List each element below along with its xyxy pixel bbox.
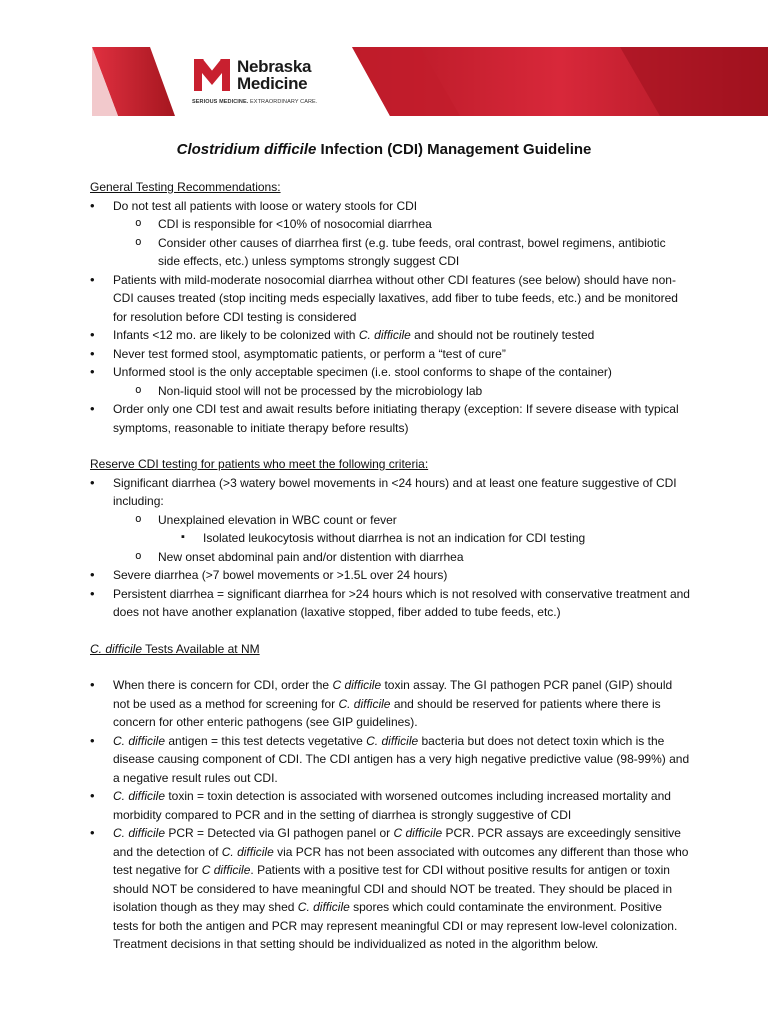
bullet-item-level-1 xyxy=(90,732,690,788)
item-text: Unexplained elevation in WBC count or fever xyxy=(158,512,397,527)
section-heading-text: Tests Available at NM xyxy=(142,641,260,656)
italic-term: C. difficile xyxy=(358,328,411,342)
section-heading xyxy=(90,455,690,474)
bullet-item-level-2 xyxy=(90,548,690,567)
tagline-bold: SERIOUS MEDICINE. xyxy=(192,99,249,105)
bullet-item-level-1 xyxy=(90,824,690,954)
bullet-item-level-1 xyxy=(90,787,690,824)
section-gap xyxy=(90,658,690,676)
bullet-item-level-1 xyxy=(90,566,690,585)
item-text: PCR = Detected via GI pathogen panel or xyxy=(165,826,394,840)
nebraska-medicine-logo xyxy=(192,55,342,110)
n-mark-icon xyxy=(192,55,232,93)
item-text: antigen = this test detects vegetative xyxy=(165,733,367,748)
italic-term: C. difficile xyxy=(297,900,350,914)
bullet-item-level-1 xyxy=(90,676,690,732)
item-text: Order only one CDI test and await results before initiating therapy (exception: If severe disease with typical symptoms, reasonable to initiate therapy before results) xyxy=(113,402,679,435)
item-text: toxin assay. The GI pathogen PCR panel (GIP) should not be used as a method for screening for xyxy=(113,678,673,711)
bullet-item-level-2 xyxy=(90,382,690,401)
section-heading xyxy=(90,640,690,659)
section-gap xyxy=(90,622,690,640)
section-heading xyxy=(90,178,690,197)
italic-term: C. difficile xyxy=(338,696,391,711)
banner-graphic xyxy=(0,0,768,122)
brand-tagline xyxy=(192,99,317,105)
brand-line-1: Nebraska xyxy=(237,57,312,76)
bullet-item-level-1 xyxy=(90,197,690,216)
bullet-item-level-2 xyxy=(90,234,690,271)
item-text: Significant diarrhea (>3 watery bowel movements in <24 hours) and at least one feature suggestive of CDI including: xyxy=(113,475,677,508)
item-text: Non-liquid stool will not be processed by the microbiology lab xyxy=(158,383,483,398)
item-text: Severe diarrhea (>7 bowel movements or >1.5L over 24 hours) xyxy=(113,568,448,582)
brand-wordmark xyxy=(237,58,311,92)
title-italic: Clostridium difficile xyxy=(176,141,317,158)
item-text: via PCR has not been associated with outcomes any different than those who test negative for xyxy=(113,844,689,877)
item-text: Do not test all patients with loose or watery stools for CDI xyxy=(113,198,418,213)
item-text: Unformed stool is the only acceptable specimen (i.e. stool conforms to shape of the container) xyxy=(113,365,612,379)
item-text: spores which could contaminate the environment. Positive tests for both the antigen and PCR may represent meaningful CDI or may represent low-level colonization. Treatment decisions in that setting should be individualized as noted in the algorithm below. xyxy=(113,900,678,951)
bullet-item-level-1 xyxy=(90,400,690,437)
item-text: Persistent diarrhea = significant diarrhea for >24 hours which is not resolved with conservative treatment and does not have another explanation (laxative stopped, fiber added to tube feeds, etc.) xyxy=(113,586,690,619)
item-text: Consider other causes of diarrhea first (e.g. tube feeds, oral contrast, bowel regimens, antibiotic side effects, etc.) unless symptoms strongly suggest CDI xyxy=(158,235,666,268)
title-rest: Infection (CDI) Management Guideline xyxy=(316,141,592,158)
item-text: Patients with mild-moderate nosocomial diarrhea without other CDI features (see below) should have non-CDI causes treated (stop inciting meds especially laxatives, add fiber to tube feeds, etc.) and be monitored for resolution before CDI testing is considered xyxy=(113,272,678,324)
bullet-item-level-1 xyxy=(90,271,690,327)
italic-term: C. difficile xyxy=(221,844,274,859)
bullet-item-level-1 xyxy=(90,345,690,364)
brand-line-2: Medicine xyxy=(237,74,308,93)
italic-term: C difficile xyxy=(332,678,382,692)
item-text: Never test formed stool, asymptomatic patients, or perform a “test of cure” xyxy=(113,346,506,361)
item-text: . Patients with a positive test for CDI without positive results for antigen or toxin should NOT be considered to have meaningful CDI and should NOT be treated. They should be placed in isolation though as they may shed xyxy=(113,863,673,914)
section-heading-italic: C. difficile xyxy=(90,641,143,656)
tagline-rest: EXTRAORDINARY CARE. xyxy=(248,99,318,105)
bullet-item-level-2 xyxy=(90,215,690,234)
page-title xyxy=(0,141,768,158)
bullet-item-level-3 xyxy=(90,529,690,548)
italic-term: C. difficile xyxy=(366,733,419,748)
section-heading-text: Reserve CDI testing for patients who meet the following criteria: xyxy=(90,457,429,471)
item-text: When there is concern for CDI, order the xyxy=(113,678,333,692)
item-text: New onset abdominal pain and/or distention with diarrhea xyxy=(158,549,464,564)
italic-term: C difficile xyxy=(201,863,251,877)
italic-term: C difficile xyxy=(393,826,443,840)
bullet-item-level-1 xyxy=(90,585,690,622)
item-text: and should not be routinely tested xyxy=(410,328,595,342)
header-banner xyxy=(0,0,768,122)
section-gap xyxy=(90,437,690,455)
item-text: toxin = toxin detection is associated with worsened outcomes including increased mortality and morbidity compared to PCR and in the setting of diarrhea is strongly suggestive of CDI xyxy=(113,789,671,822)
guideline-body xyxy=(90,178,690,954)
item-text: and should be reserved for patients where there is concern for other enteric pathogens (see GIP guidelines). xyxy=(113,696,661,729)
item-text: CDI is responsible for <10% of nosocomial diarrhea xyxy=(158,217,432,231)
italic-term: C. difficile xyxy=(113,733,166,748)
item-text: Infants <12 mo. are likely to be colonized with xyxy=(113,328,359,342)
item-text: Isolated leukocytosis without diarrhea is not an indication for CDI testing xyxy=(203,531,586,545)
bullet-item-level-2 xyxy=(90,511,690,530)
item-text: PCR. PCR assays are exceedingly sensitive and the detection of xyxy=(113,826,681,859)
italic-term: C. difficile xyxy=(113,826,166,840)
bullet-item-level-1 xyxy=(90,326,690,345)
italic-term: C. difficile xyxy=(113,789,166,803)
item-text: bacteria but does not detect toxin which is the disease causing component of CDI. The CDI antigen has a very high negative predictive value (98-99%) and a negative result rules out CDI. xyxy=(113,733,690,785)
bullet-item-level-1 xyxy=(90,474,690,511)
section-heading-text: General Testing Recommendations: xyxy=(90,180,281,194)
bullet-item-level-1 xyxy=(90,363,690,382)
